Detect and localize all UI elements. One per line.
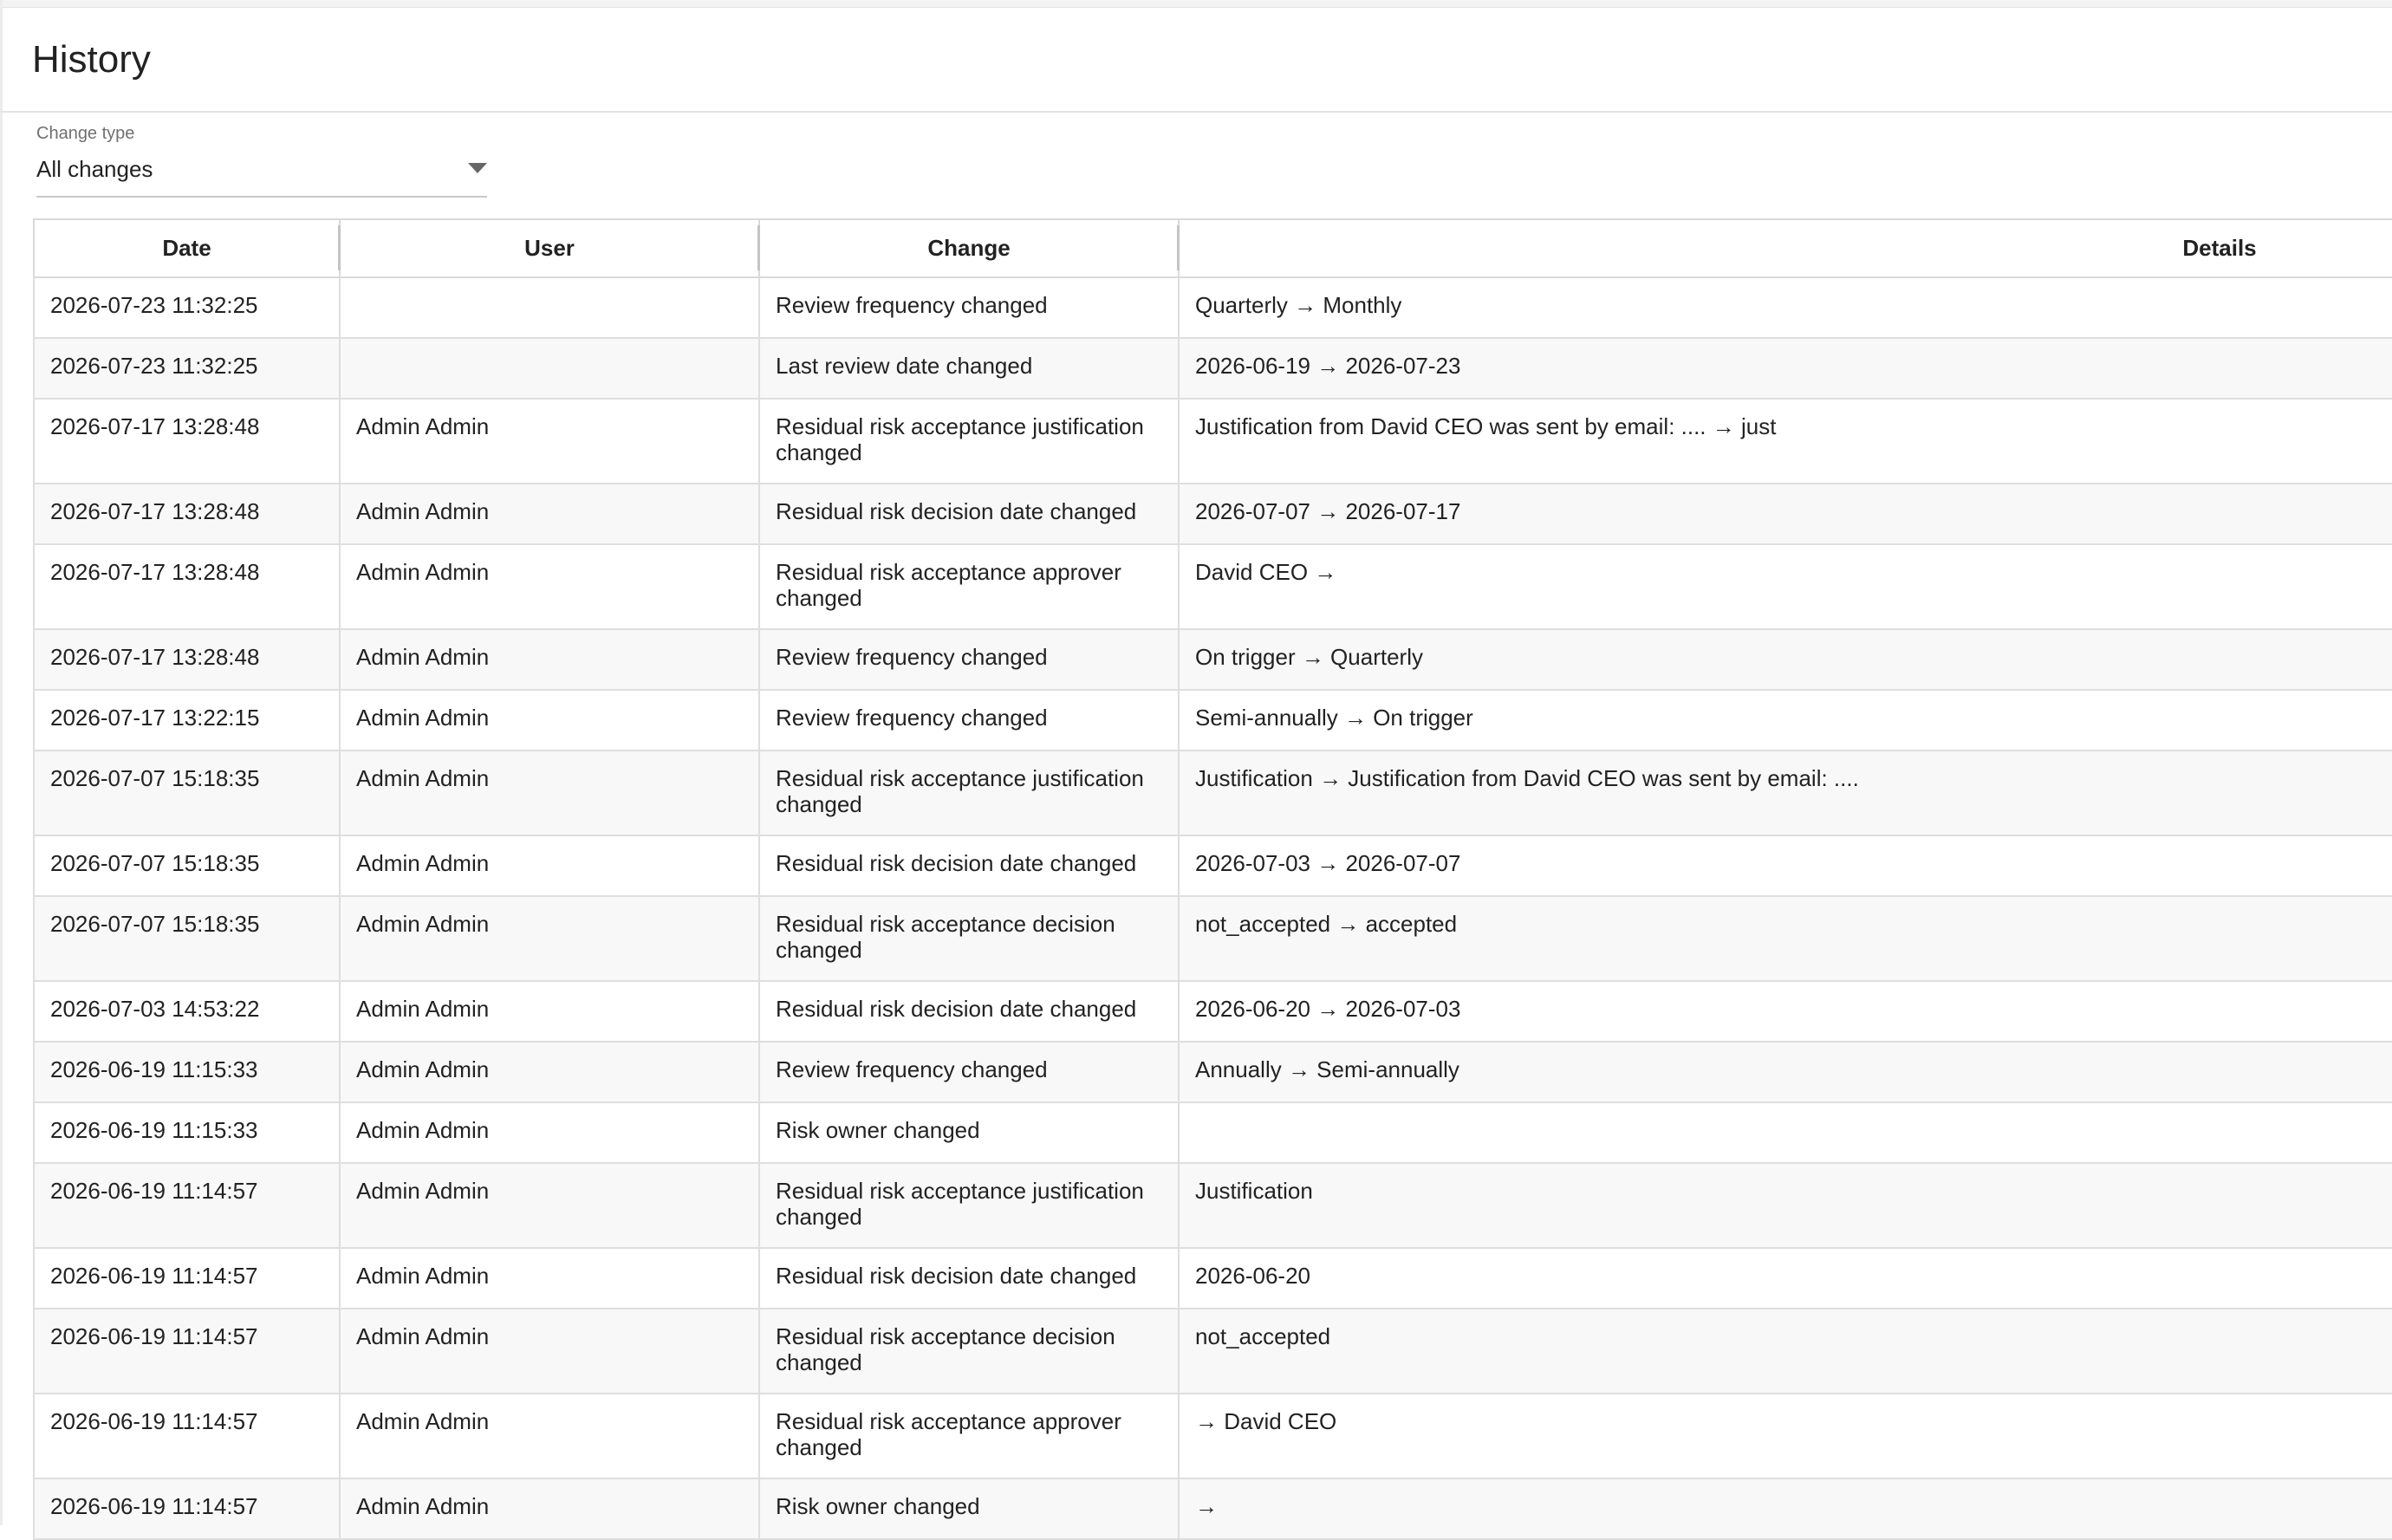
cell-change: Residual risk decision date changed bbox=[759, 484, 1179, 544]
column-header-user[interactable]: User bbox=[340, 219, 759, 277]
cell-details: David CEO → bbox=[1179, 544, 2392, 629]
cell-date: 2026-07-07 15:18:35 bbox=[34, 835, 340, 896]
cell-user: Admin Admin bbox=[340, 1309, 759, 1394]
cell-details: Justification bbox=[1179, 1163, 2392, 1248]
cell-change: Residual risk decision date changed bbox=[759, 981, 1179, 1042]
cell-date: 2026-07-07 15:18:35 bbox=[34, 896, 340, 981]
table-row[interactable] bbox=[34, 751, 2392, 835]
cell-details: Justification → Justification from David CEO was sent by email: .... bbox=[1179, 751, 2392, 835]
table-row[interactable] bbox=[34, 1394, 2392, 1478]
table-header-row bbox=[34, 219, 2392, 277]
table-row[interactable] bbox=[34, 484, 2392, 544]
column-header-details[interactable]: Details bbox=[1179, 219, 2392, 277]
table-row[interactable] bbox=[34, 981, 2392, 1042]
table-row[interactable] bbox=[34, 277, 2392, 338]
cell-change: Residual risk decision date changed bbox=[759, 1248, 1179, 1309]
cell-user: Admin Admin bbox=[340, 835, 759, 896]
cell-details: → bbox=[1179, 1478, 2392, 1539]
change-type-value: All changes bbox=[36, 156, 153, 182]
table-row[interactable] bbox=[34, 1248, 2392, 1309]
cell-user: Admin Admin bbox=[340, 399, 759, 484]
cell-user: Admin Admin bbox=[340, 896, 759, 981]
history-table bbox=[33, 218, 2392, 1540]
cell-details: 2026-06-19 → 2026-07-23 bbox=[1179, 338, 2392, 399]
cell-change: Residual risk acceptance justification changed bbox=[759, 399, 1179, 484]
cell-user: Admin Admin bbox=[340, 544, 759, 629]
cell-date: 2026-06-19 11:14:57 bbox=[34, 1309, 340, 1394]
cell-change: Review frequency changed bbox=[759, 1042, 1179, 1102]
cell-change: Risk owner changed bbox=[759, 1478, 1179, 1539]
cell-date: 2026-07-03 14:53:22 bbox=[34, 981, 340, 1042]
column-header-change[interactable]: Change bbox=[759, 219, 1179, 277]
cell-user: Admin Admin bbox=[340, 751, 759, 835]
cell-change: Review frequency changed bbox=[759, 629, 1179, 690]
cell-details: not_accepted bbox=[1179, 1309, 2392, 1394]
cell-user: Admin Admin bbox=[340, 629, 759, 690]
cell-user: Admin Admin bbox=[340, 1102, 759, 1163]
cell-date: 2026-06-19 11:14:57 bbox=[34, 1163, 340, 1248]
page-header bbox=[0, 7, 2392, 113]
history-table-container bbox=[33, 218, 2392, 1540]
cell-user: Admin Admin bbox=[340, 1163, 759, 1248]
cell-user: Admin Admin bbox=[340, 1478, 759, 1539]
cell-change: Review frequency changed bbox=[759, 690, 1179, 751]
cell-change: Review frequency changed bbox=[759, 277, 1179, 338]
page-title: History bbox=[32, 38, 151, 81]
table-row[interactable] bbox=[34, 896, 2392, 981]
table-row[interactable] bbox=[34, 1102, 2392, 1163]
cell-change: Residual risk acceptance approver changed bbox=[759, 544, 1179, 629]
cell-user bbox=[340, 277, 759, 338]
cell-details: On trigger → Quarterly bbox=[1179, 629, 2392, 690]
change-type-label: Change type bbox=[36, 124, 135, 143]
cell-date: 2026-06-19 11:14:57 bbox=[34, 1248, 340, 1309]
table-row[interactable] bbox=[34, 690, 2392, 751]
cell-user: Admin Admin bbox=[340, 1042, 759, 1102]
cell-date: 2026-06-19 11:15:33 bbox=[34, 1042, 340, 1102]
cell-details: 2026-06-20 → 2026-07-03 bbox=[1179, 981, 2392, 1042]
table-row[interactable] bbox=[34, 399, 2392, 484]
cell-date: 2026-07-07 15:18:35 bbox=[34, 751, 340, 835]
cell-details: 2026-06-20 bbox=[1179, 1248, 2392, 1309]
cell-change: Residual risk decision date changed bbox=[759, 835, 1179, 896]
cell-date: 2026-07-17 13:28:48 bbox=[34, 484, 340, 544]
cell-date: 2026-07-17 13:28:48 bbox=[34, 629, 340, 690]
table-row[interactable] bbox=[34, 629, 2392, 690]
cell-details: Quarterly → Monthly bbox=[1179, 277, 2392, 338]
cell-change: Last review date changed bbox=[759, 338, 1179, 399]
cell-details: Semi-annually → On trigger bbox=[1179, 690, 2392, 751]
cell-user: Admin Admin bbox=[340, 1394, 759, 1478]
table-row[interactable] bbox=[34, 835, 2392, 896]
cell-details bbox=[1179, 1102, 2392, 1163]
cell-date: 2026-06-19 11:15:33 bbox=[34, 1102, 340, 1163]
cell-change: Residual risk acceptance justification changed bbox=[759, 751, 1179, 835]
table-row[interactable] bbox=[34, 1042, 2392, 1102]
change-type-filter bbox=[36, 121, 487, 199]
cell-user: Admin Admin bbox=[340, 690, 759, 751]
chevron-down-icon[interactable] bbox=[468, 163, 487, 173]
table-row[interactable] bbox=[34, 1309, 2392, 1394]
cell-details: Annually → Semi-annually bbox=[1179, 1042, 2392, 1102]
cell-change: Residual risk acceptance decision changed bbox=[759, 1309, 1179, 1394]
cell-details: not_accepted → accepted bbox=[1179, 896, 2392, 981]
cell-change: Risk owner changed bbox=[759, 1102, 1179, 1163]
cell-user: Admin Admin bbox=[340, 1248, 759, 1309]
left-border bbox=[0, 0, 3, 1525]
cell-user: Admin Admin bbox=[340, 981, 759, 1042]
cell-user: Admin Admin bbox=[340, 484, 759, 544]
column-header-date[interactable]: Date bbox=[34, 219, 340, 277]
cell-user bbox=[340, 338, 759, 399]
cell-details: 2026-07-07 → 2026-07-17 bbox=[1179, 484, 2392, 544]
cell-details: Justification from David CEO was sent by email: .... → just bbox=[1179, 399, 2392, 484]
cell-date: 2026-07-23 11:32:25 bbox=[34, 277, 340, 338]
cell-date: 2026-07-17 13:28:48 bbox=[34, 544, 340, 629]
table-row[interactable] bbox=[34, 1478, 2392, 1539]
cell-date: 2026-07-17 13:22:15 bbox=[34, 690, 340, 751]
cell-change: Residual risk acceptance decision changed bbox=[759, 896, 1179, 981]
cell-details: → David CEO bbox=[1179, 1394, 2392, 1478]
change-type-select[interactable] bbox=[36, 153, 487, 198]
cell-date: 2026-07-17 13:28:48 bbox=[34, 399, 340, 484]
cell-change: Residual risk acceptance justification changed bbox=[759, 1163, 1179, 1248]
table-row[interactable] bbox=[34, 1163, 2392, 1248]
cell-change: Residual risk acceptance approver changed bbox=[759, 1394, 1179, 1478]
cell-details: 2026-07-03 → 2026-07-07 bbox=[1179, 835, 2392, 896]
cell-date: 2026-06-19 11:14:57 bbox=[34, 1394, 340, 1478]
table-row[interactable] bbox=[34, 544, 2392, 629]
cell-date: 2026-06-19 11:14:57 bbox=[34, 1478, 340, 1539]
table-body bbox=[34, 277, 2392, 1539]
cell-date: 2026-07-23 11:32:25 bbox=[34, 338, 340, 399]
table-row[interactable] bbox=[34, 338, 2392, 399]
